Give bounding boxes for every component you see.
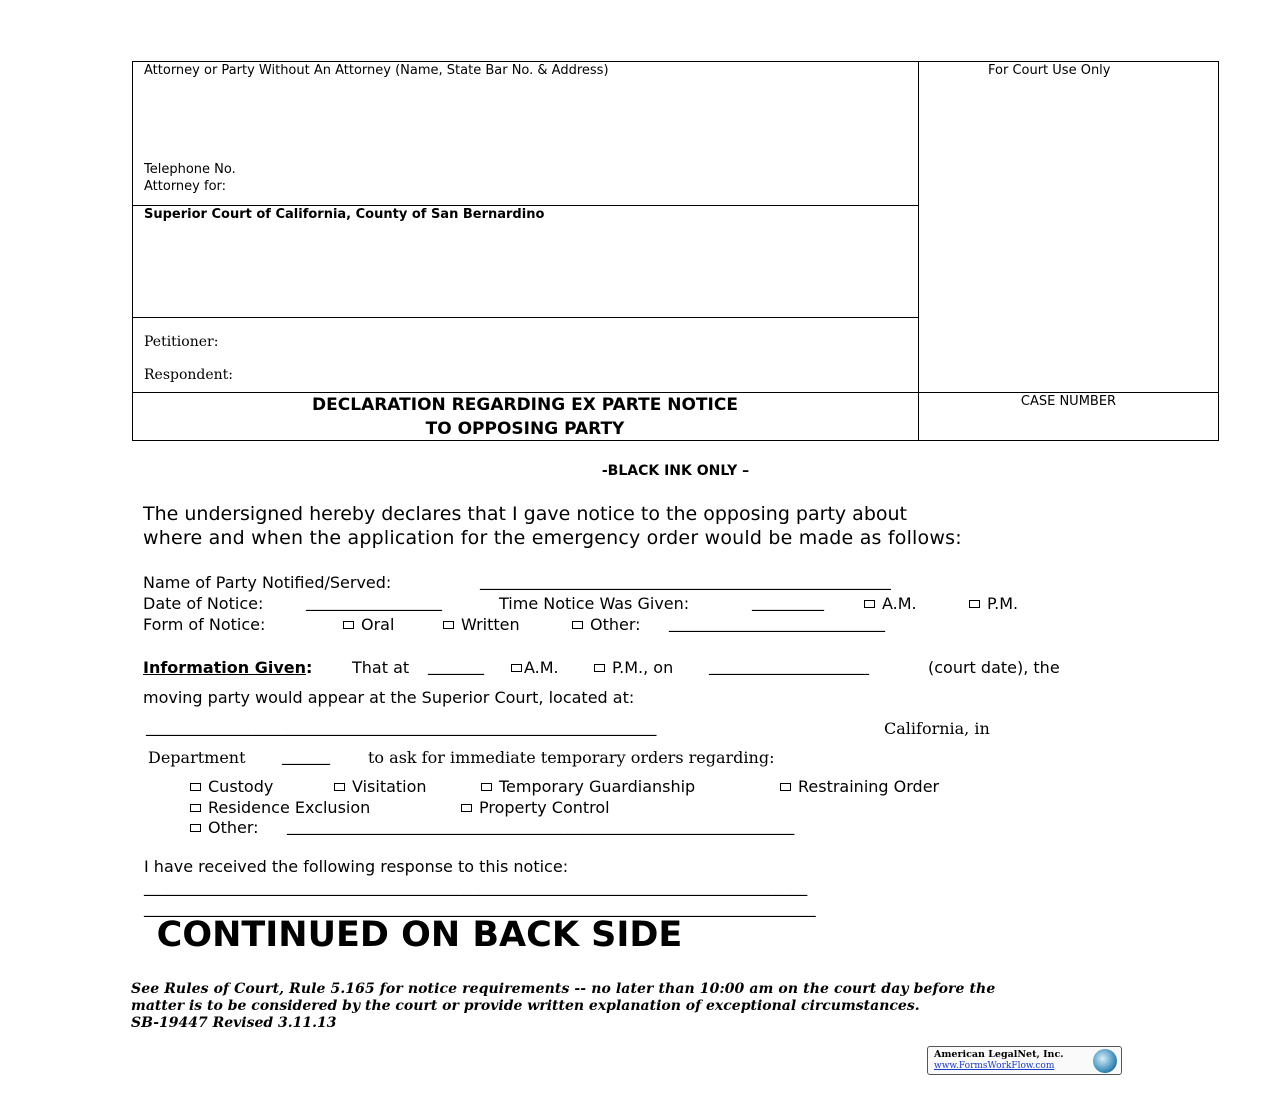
party-name-label: Name of Party Notified/Served:	[143, 573, 392, 592]
california-label: California, in	[884, 719, 990, 738]
info-pm-option[interactable]	[594, 658, 673, 677]
pm-checkbox[interactable]	[969, 600, 980, 608]
written-checkbox[interactable]	[443, 621, 454, 629]
custody-label: Custody	[208, 777, 274, 796]
restraining-order-checkbox[interactable]	[780, 783, 791, 791]
caption-divider	[918, 61, 919, 441]
caption-rule-1	[132, 205, 918, 206]
info-heading: Information Given	[143, 658, 307, 677]
other-order-checkbox[interactable]	[190, 824, 201, 832]
am-checkbox[interactable]	[864, 600, 875, 608]
other-notice-checkbox[interactable]	[572, 621, 583, 629]
globe-icon	[1093, 1049, 1117, 1073]
case-number-label: CASE NUMBER	[1020, 394, 1117, 409]
department-field[interactable]: ______	[282, 746, 330, 765]
other-order-field[interactable]: _________________________________________________________________	[287, 816, 795, 835]
info-am-option[interactable]	[511, 658, 559, 677]
party-name-field[interactable]: ____________________________________________________	[480, 571, 891, 590]
form-id: SB-19447 Revised 3.11.13	[131, 1015, 337, 1031]
property-control-label: Property Control	[479, 798, 610, 817]
written-option[interactable]	[443, 615, 520, 634]
custody-checkbox[interactable]	[190, 783, 201, 791]
date-of-notice-label: Date of Notice:	[143, 594, 264, 613]
continued-notice: CONTINUED ON BACK SIDE	[156, 915, 683, 955]
caption-rule-2	[132, 317, 918, 318]
form-title-line-2: TO OPPOSING PARTY	[425, 419, 625, 439]
notice-pm-option[interactable]	[969, 594, 1018, 613]
department-label: Department	[148, 748, 246, 767]
other-order-option[interactable]	[190, 818, 259, 837]
residence-exclusion-option[interactable]	[190, 798, 370, 817]
other-notice-option[interactable]	[572, 615, 641, 634]
pm-label: P.M.	[987, 594, 1019, 613]
notice-am-option[interactable]	[864, 594, 917, 613]
info-am-label: A.M.	[524, 658, 559, 677]
info-am-checkbox[interactable]	[511, 664, 522, 672]
info-time-field[interactable]: _______	[428, 656, 484, 675]
restraining-order-label: Restraining Order	[798, 777, 940, 796]
intro-line-2: where and when the application for the emergency order would be made as follows:	[143, 527, 962, 549]
info-pm-label: P.M., on	[612, 658, 674, 677]
time-notice-field[interactable]: _________	[752, 592, 824, 611]
temp-guardianship-label: Temporary Guardianship	[499, 777, 696, 796]
am-label: A.M.	[882, 594, 917, 613]
rules-line-1: See Rules of Court, Rule 5.165 for notice requirements -- no later than 10:00 am on the court day before the	[131, 981, 996, 997]
date-of-notice-field[interactable]: _________________	[306, 592, 442, 611]
court-date-field[interactable]: ____________________	[709, 656, 869, 675]
caption-rule-3	[132, 392, 1219, 393]
court-use-label: For Court Use Only	[988, 63, 1111, 78]
attorney-label: Attorney or Party Without An Attorney (Name, State Bar No. & Address)	[144, 63, 609, 78]
property-control-checkbox[interactable]	[461, 804, 472, 812]
response-line-2[interactable]: _____________________________________________________________________________________	[144, 898, 816, 917]
logo-company-name: American LegalNet, Inc.	[934, 1049, 1064, 1060]
legalnet-logo	[927, 1046, 1122, 1075]
telephone-label: Telephone No.	[144, 162, 236, 177]
written-label: Written	[461, 615, 520, 634]
response-line-1[interactable]: _____________________________________________________________________________________	[144, 877, 808, 896]
visitation-checkbox[interactable]	[334, 783, 345, 791]
info-that-at: That at	[352, 658, 410, 677]
form-of-notice-label: Form of Notice:	[143, 615, 266, 634]
info-colon: :	[306, 658, 313, 677]
residence-exclusion-label: Residence Exclusion	[208, 798, 371, 817]
info-line-1	[143, 658, 312, 677]
visitation-option[interactable]	[334, 777, 427, 796]
temp-guardianship-option[interactable]	[481, 777, 695, 796]
caption-table	[132, 61, 1219, 441]
respondent-label: Respondent:	[144, 367, 234, 383]
oral-label: Oral	[361, 615, 395, 634]
temp-guardianship-checkbox[interactable]	[481, 783, 492, 791]
oral-checkbox[interactable]	[343, 621, 354, 629]
petitioner-label: Petitioner:	[144, 334, 219, 350]
court-date-label: (court date), the	[928, 658, 1060, 677]
other-notice-label: Other:	[590, 615, 641, 634]
restraining-order-option[interactable]	[780, 777, 939, 796]
orders-label: to ask for immediate temporary orders regarding:	[368, 748, 775, 767]
rules-line-2: matter is to be considered by the court or provide written explanation of exceptional circumstances.	[131, 998, 920, 1014]
other-notice-field[interactable]: ___________________________	[669, 613, 885, 632]
time-notice-label: Time Notice Was Given:	[499, 594, 690, 613]
custody-option[interactable]	[190, 777, 273, 796]
visitation-label: Visitation	[352, 777, 427, 796]
oral-option[interactable]	[343, 615, 394, 634]
ink-note: -BLACK INK ONLY –	[601, 463, 750, 479]
info-pm-checkbox[interactable]	[594, 664, 605, 672]
info-line-2: moving party would appear at the Superior Court, located at:	[143, 688, 635, 707]
residence-exclusion-checkbox[interactable]	[190, 804, 201, 812]
intro-line-1: The undersigned hereby declares that I gave notice to the opposing party about	[143, 503, 907, 525]
response-label: I have received the following response to this notice:	[144, 857, 569, 876]
other-order-label: Other:	[208, 818, 259, 837]
logo-url-link[interactable]: www.FormsWorkFlow.com	[934, 1061, 1055, 1071]
form-title-line-1: DECLARATION REGARDING EX PARTE NOTICE	[312, 395, 738, 415]
location-field[interactable]: _________________________________________________________________	[146, 717, 657, 736]
attorney-for-label: Attorney for:	[144, 179, 227, 194]
court-name: Superior Court of California, County of San Bernardino	[144, 207, 545, 222]
property-control-option[interactable]	[461, 798, 610, 817]
